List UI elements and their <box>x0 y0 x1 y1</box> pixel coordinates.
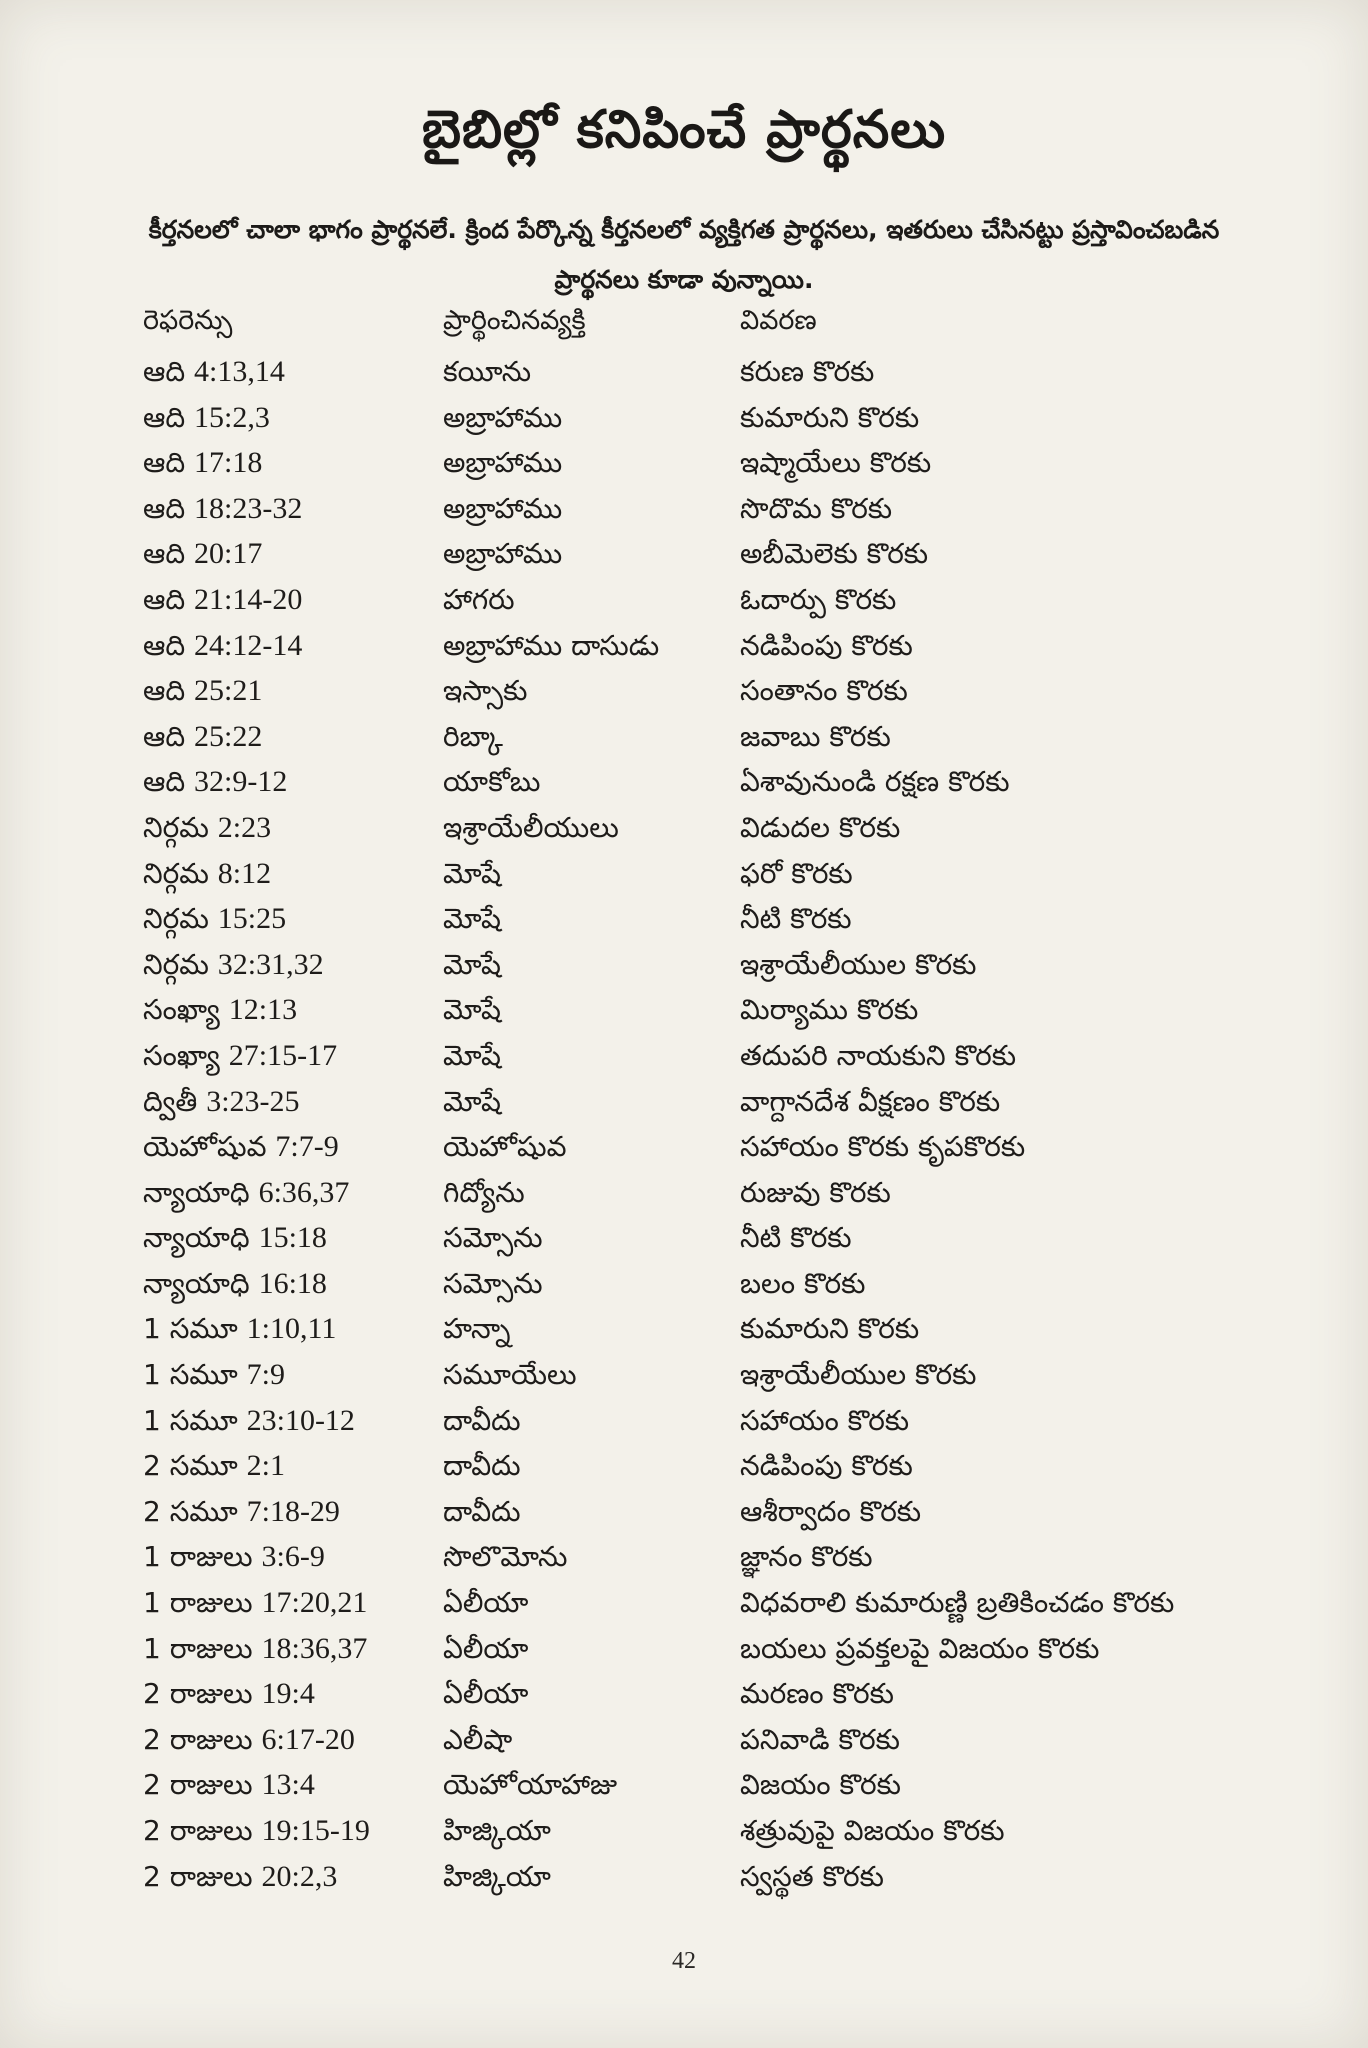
reference-cell <box>143 1632 367 1672</box>
person-cell: యాకోబు <box>443 765 541 799</box>
reference-verse: 25:22 <box>194 719 263 753</box>
table-row <box>143 1312 1243 1358</box>
description-cell: ఆశీర్వాదం కొరకు <box>740 1494 922 1528</box>
reference-book: ద్వితీ <box>143 1084 198 1118</box>
table-row <box>143 811 1243 857</box>
reference-book: న్యాయాధి <box>143 1221 250 1255</box>
page-title: బైబిల్లో కనిపించే ప్రార్థనలు <box>421 100 947 160</box>
reference-verse: 19:4 <box>261 1677 315 1711</box>
reference-cell <box>143 1586 367 1626</box>
reference-cell <box>143 902 286 942</box>
table-row <box>143 1267 1243 1313</box>
person-cell: అబ్రాహాము <box>443 491 563 525</box>
person-cell: సమూయేలు <box>443 1358 577 1392</box>
table-row <box>143 446 1243 492</box>
reference-cell <box>143 948 324 988</box>
reference-book: ఆది <box>143 582 186 616</box>
description-cell: సహాయం కొరకు <box>740 1403 910 1437</box>
reference-book: ఆది <box>143 355 186 388</box>
description-cell: స్వస్థత కొరకు <box>740 1859 884 1893</box>
reference-verse: 3:23-25 <box>206 1084 300 1118</box>
reference-book: ఆది <box>143 628 186 662</box>
table-row <box>143 948 1243 994</box>
reference-book: 1 సమూ <box>143 1403 238 1437</box>
table-row <box>143 355 1243 401</box>
description-cell: మరణం కొరకు <box>740 1677 894 1711</box>
reference-verse: 2:1 <box>246 1449 285 1483</box>
reference-book: నిర్గమ <box>143 947 209 981</box>
reference-cell <box>143 811 271 851</box>
description-cell: నడిపింపు కొరకు <box>740 1449 913 1483</box>
reference-book: 2 రాజులు <box>143 1859 253 1893</box>
table-row <box>143 1723 1243 1769</box>
person-cell: గిద్యోను <box>443 1175 525 1209</box>
reference-cell <box>143 1085 300 1125</box>
reference-verse: 3:6-9 <box>261 1540 325 1574</box>
person-cell: హిజ్కియా <box>443 1814 551 1847</box>
person-cell: మోషే <box>443 856 501 890</box>
reference-book: నిర్గమ <box>143 856 209 890</box>
person-cell: ఇశ్రాయేలీయులు <box>443 810 619 844</box>
description-cell: నడిపింపు కొరకు <box>740 628 913 662</box>
reference-cell <box>143 355 285 395</box>
reference-book: 2 రాజులు <box>143 1722 253 1756</box>
table-body <box>143 355 1243 1905</box>
reference-cell <box>143 1221 327 1261</box>
description-cell: సంతానం కొరకు <box>740 674 908 708</box>
reference-book: న్యాయాధి <box>143 1266 250 1300</box>
reference-verse: 15:18 <box>258 1221 327 1255</box>
table-row <box>143 674 1243 720</box>
reference-cell <box>143 1176 349 1216</box>
reference-book: న్యాయాధి <box>143 1175 250 1209</box>
reference-book: 1 రాజులు <box>143 1586 253 1620</box>
description-cell: బలం కొరకు <box>740 1266 866 1300</box>
reference-cell <box>143 537 262 577</box>
table-row <box>143 720 1243 766</box>
reference-book: 2 రాజులు <box>143 1814 253 1847</box>
page-number: 42 <box>672 1948 696 1974</box>
person-cell: కయీను <box>443 355 532 388</box>
table-row <box>143 1358 1243 1404</box>
description-cell: విజయం కొరకు <box>740 1768 901 1802</box>
intro-paragraph: కీర్తనలలో చాలా భాగం ప్రార్థనలే. క్రింద పేర్కొన్న కీర్తనలలో వ్యక్తిగత ప్రార్థనలు, ఇతరులు చేసినట్టు ప్రస్తావించబడిన ప్రార్థనలు కూడా వున్నాయి. <box>148 215 1220 294</box>
table-row <box>143 902 1243 948</box>
table-row <box>143 1814 1243 1860</box>
reference-verse: 4:13,14 <box>194 355 285 388</box>
description-cell: ఇశ్రాయేలీయుల కొరకు <box>740 1358 977 1392</box>
reference-verse: 2:23 <box>217 810 272 844</box>
description-cell: అబీమెలెకు కొరకు <box>740 537 929 571</box>
table-row <box>143 1632 1243 1678</box>
prayers-table <box>143 305 1243 1905</box>
description-cell: కరుణ కొరకు <box>740 355 875 388</box>
person-cell: ఎలీషా <box>443 1722 513 1756</box>
description-cell: నీటి కొరకు <box>740 1221 852 1255</box>
table-row <box>143 1404 1243 1450</box>
reference-cell <box>143 629 302 669</box>
reference-cell <box>143 1130 339 1170</box>
header-description: వివరణ <box>740 305 817 336</box>
reference-verse: 16:18 <box>258 1266 327 1300</box>
person-cell: దావీదు <box>443 1449 521 1483</box>
reference-cell <box>143 1768 315 1808</box>
reference-cell <box>143 1312 336 1352</box>
person-cell: ఏలీయా <box>443 1677 529 1711</box>
reference-cell <box>143 674 262 714</box>
description-cell: ఓదార్పు కొరకు <box>740 582 897 616</box>
reference-book: సంఖ్యా <box>143 993 220 1027</box>
reference-verse: 32:31,32 <box>217 947 324 981</box>
reference-verse: 15:25 <box>217 902 287 936</box>
reference-book: ఆది <box>143 491 186 525</box>
reference-cell <box>143 765 287 805</box>
description-cell: విధవరాలి కుమారుణ్ణి బ్రతికించడం కొరకు <box>740 1586 1175 1620</box>
reference-verse: 24:12-14 <box>194 628 303 662</box>
reference-book: యెహోషువ <box>143 1130 267 1164</box>
description-cell: ఏశావునుండి రక్షణ కొరకు <box>740 765 1010 799</box>
description-cell: కుమారుని కొరకు <box>740 1312 920 1346</box>
reference-verse: 17:18 <box>194 446 263 480</box>
reference-book: ఆది <box>143 537 186 571</box>
description-cell: పనివాడి కొరకు <box>740 1722 900 1756</box>
reference-cell <box>143 1449 285 1489</box>
reference-cell <box>143 446 262 486</box>
reference-book: ఆది <box>143 674 186 708</box>
table-row <box>143 1085 1243 1131</box>
description-cell: ఫరో కొరకు <box>740 856 853 890</box>
table-row <box>143 537 1243 583</box>
reference-book: 1 సమూ <box>143 1312 238 1346</box>
person-cell: రిబ్కా <box>443 719 503 753</box>
reference-book: ఆది <box>143 765 186 799</box>
reference-verse: 13:4 <box>261 1768 315 1802</box>
description-cell: మిర్యాము కొరకు <box>740 993 919 1027</box>
table-row <box>143 401 1243 447</box>
person-cell: అబ్రాహాము <box>443 400 563 434</box>
reference-book: 2 రాజులు <box>143 1768 253 1802</box>
table-row <box>143 993 1243 1039</box>
table-row <box>143 1449 1243 1495</box>
reference-verse: 18:23-32 <box>194 491 303 525</box>
person-cell: దావీదు <box>443 1403 521 1437</box>
description-cell: నీటి కొరకు <box>740 902 852 936</box>
person-cell: ఇస్సాకు <box>443 674 528 708</box>
person-cell: మోషే <box>443 1038 501 1072</box>
table-row <box>143 583 1243 629</box>
table-row <box>143 1860 1243 1906</box>
reference-book: సంఖ్యా <box>143 1038 220 1072</box>
table-row <box>143 1586 1243 1632</box>
person-cell: అబ్రాహాము దాసుడు <box>443 628 660 662</box>
reference-cell <box>143 720 262 760</box>
description-cell: సహాయం కొరకు కృపకొరకు <box>740 1130 1026 1164</box>
reference-book: 1 సమూ <box>143 1358 238 1392</box>
reference-verse: 7:9 <box>246 1358 285 1392</box>
header-person: ప్రార్థించినవ్యక్తి <box>443 305 586 336</box>
reference-verse: 27:15-17 <box>228 1038 338 1072</box>
reference-verse: 19:15-19 <box>261 1814 370 1847</box>
reference-verse: 23:10-12 <box>246 1403 355 1437</box>
reference-book: నిర్గమ <box>143 810 209 844</box>
person-cell: ఏలీయా <box>443 1586 529 1620</box>
reference-cell <box>143 1358 285 1398</box>
reference-book: ఆది <box>143 719 186 753</box>
person-cell: అబ్రాహాము <box>443 446 563 480</box>
person-cell: అబ్రాహాము <box>443 537 563 571</box>
person-cell: దావీదు <box>443 1494 521 1528</box>
table-row <box>143 1768 1243 1814</box>
reference-book: ఆది <box>143 400 186 434</box>
reference-cell <box>143 1039 337 1079</box>
table-row <box>143 1176 1243 1222</box>
table-row <box>143 492 1243 538</box>
reference-cell <box>143 1677 315 1717</box>
reference-book: ఆది <box>143 446 186 480</box>
reference-verse: 8:12 <box>217 856 272 890</box>
reference-verse: 20:2,3 <box>261 1859 338 1893</box>
reference-cell <box>143 401 270 441</box>
reference-cell <box>143 1267 327 1307</box>
person-cell: సమ్సోను <box>443 1266 543 1300</box>
reference-verse: 7:18-29 <box>246 1494 340 1528</box>
table-row <box>143 1540 1243 1586</box>
person-cell: మోషే <box>443 1084 501 1118</box>
person-cell: యెహోషువ <box>443 1130 567 1164</box>
table-row <box>143 857 1243 903</box>
reference-verse: 17:20,21 <box>261 1586 368 1620</box>
reference-book: 2 రాజులు <box>143 1677 253 1711</box>
description-cell: జవాబు కొరకు <box>740 719 891 753</box>
description-cell: వాగ్దానదేశ వీక్షణం కొరకు <box>740 1084 1001 1118</box>
reference-verse: 6:36,37 <box>258 1175 350 1209</box>
reference-cell <box>143 1495 340 1535</box>
reference-verse: 12:13 <box>228 993 298 1027</box>
reference-verse: 7:7-9 <box>275 1130 339 1164</box>
description-cell: శత్రువుపై విజయం కొరకు <box>740 1814 1005 1847</box>
person-cell: హిజ్కియా <box>443 1859 551 1893</box>
reference-cell <box>143 1540 325 1580</box>
person-cell: సొలొమోను <box>443 1540 568 1574</box>
reference-book: 2 సమూ <box>143 1494 238 1528</box>
person-cell: మోషే <box>443 947 501 981</box>
description-cell: విడుదల కొరకు <box>740 810 901 844</box>
person-cell: మోషే <box>443 993 501 1027</box>
reference-cell <box>143 492 302 532</box>
table-row <box>143 1495 1243 1541</box>
table-row <box>143 1130 1243 1176</box>
person-cell: యెహోయాహాజు <box>443 1768 618 1802</box>
description-cell: తదుపరి నాయకుని కొరకు <box>740 1038 1017 1072</box>
description-cell: ఇష్మాయేలు కొరకు <box>740 446 932 480</box>
person-cell: మోషే <box>443 902 501 936</box>
reference-verse: 25:21 <box>194 674 263 708</box>
reference-verse: 21:14-20 <box>194 582 303 616</box>
person-cell: హాగరు <box>443 582 515 616</box>
description-cell: కుమారుని కొరకు <box>740 400 920 434</box>
table-row <box>143 1039 1243 1085</box>
reference-cell <box>143 1723 355 1763</box>
description-cell: ఇశ్రాయేలీయుల కొరకు <box>740 947 977 981</box>
description-cell: జ్ఞానం కొరకు <box>740 1540 873 1574</box>
reference-cell <box>143 1404 355 1444</box>
reference-book: 2 సమూ <box>143 1449 238 1483</box>
reference-cell <box>143 583 302 623</box>
table-header-row <box>143 305 1243 355</box>
header-reference: రెఫరెన్సు <box>143 305 233 336</box>
reference-verse: 18:36,37 <box>261 1631 368 1665</box>
reference-cell <box>143 993 297 1033</box>
table-row <box>143 765 1243 811</box>
reference-verse: 6:17-20 <box>261 1722 355 1756</box>
table-row <box>143 1677 1243 1723</box>
reference-verse: 20:17 <box>194 537 263 571</box>
reference-book: 1 రాజులు <box>143 1540 253 1574</box>
reference-verse: 1:10,11 <box>246 1312 337 1346</box>
reference-book: 1 రాజులు <box>143 1631 253 1665</box>
reference-cell <box>143 1860 337 1900</box>
reference-cell <box>143 857 271 897</box>
description-cell: సొదొమ కొరకు <box>740 491 893 525</box>
description-cell: రుజువు కొరకు <box>740 1175 891 1209</box>
person-cell: ఏలీయా <box>443 1631 529 1665</box>
table-row <box>143 629 1243 675</box>
reference-cell <box>143 1814 370 1854</box>
reference-book: నిర్గమ <box>143 902 209 936</box>
table-row <box>143 1221 1243 1267</box>
person-cell: హన్నా <box>443 1312 511 1346</box>
reference-verse: 32:9-12 <box>194 765 288 799</box>
person-cell: సమ్సోను <box>443 1221 543 1255</box>
description-cell: బయలు ప్రవక్తలపై విజయం కొరకు <box>740 1631 1100 1665</box>
reference-verse: 15:2,3 <box>194 400 270 434</box>
